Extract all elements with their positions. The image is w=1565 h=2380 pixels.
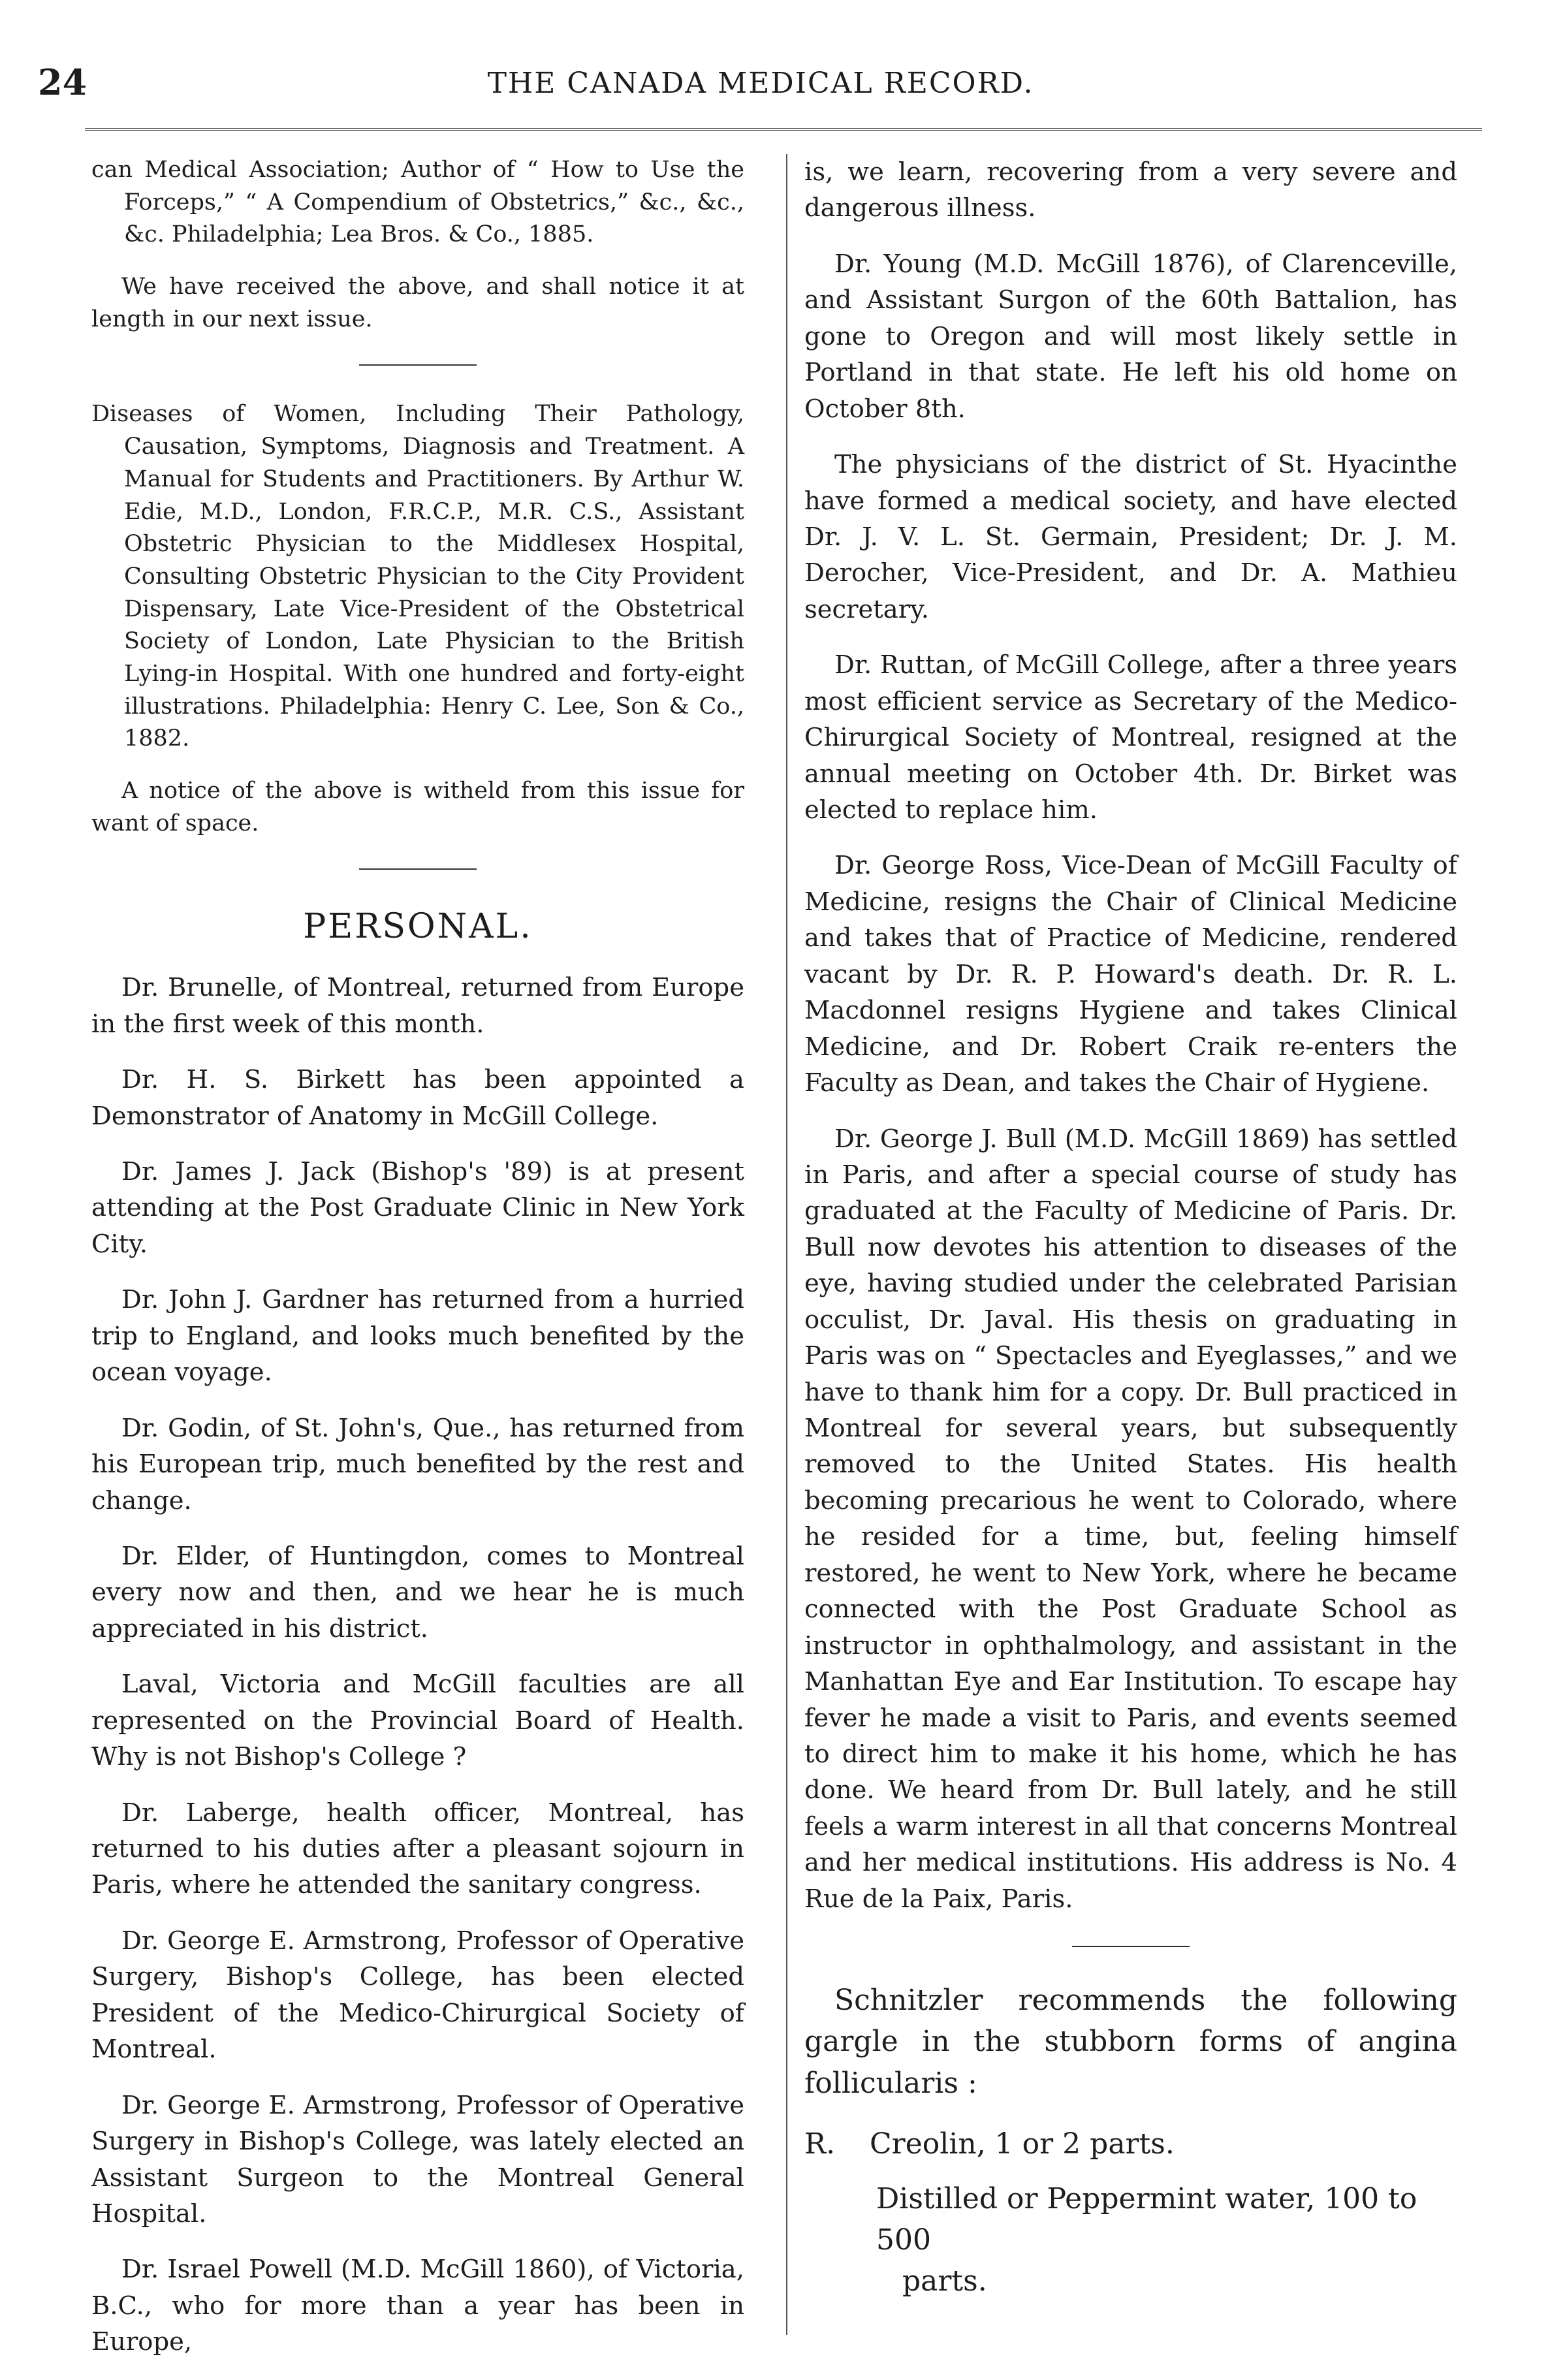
personal-item: Dr. Godin, of St. John's, Que., has returned from his European trip, much benefited by the rest and change.: [91, 1413, 744, 1515]
page-header: [26, 55, 1495, 107]
personal-item: Dr. Ruttan, of McGill College, after a three years most efficient service as Secretary of the Medico-Chirurgical Society of Montreal, resigned at the annual meeting on October 4th. Dr. Birket was elected to replace him.: [804, 650, 1457, 825]
rx-ingredient-cont: parts.: [902, 2264, 987, 2298]
book-notice-diseases-of-women: Diseases of Women, Including Their Pathology, Causation, Symptoms, Diagnosis and Treatment. A Manual for Students and Practitioners. By Arthur W. Edie, M.D., London, F.R.C.P., M.R. C.S., Assistant Obstetric Physician to the Middlesex Hospital, Consulting Obstetric Physician to the City Provident Dispensary, Late Vice-President of the Obstetrical Society of London, Late Physician to the British Lying-in Hospital. With one hundred and forty-eight illustrations. Philadelphia: Henry C. Lee, Son & Co., 1882.: [91, 401, 744, 752]
book-notice-continued: can Medical Association; Author of “ How to Use the Forceps,” “ A Compendium of Obstetrics,” &c., &c., &c. Philadelphia; Lea Bros. & Co., 1885.: [91, 157, 744, 248]
personal-heading: PERSONAL.: [303, 907, 533, 947]
gargle-formula: [804, 1980, 1457, 2302]
personal-item: Dr. Brunelle, of Montreal, returned from Europe in the first week of this month.: [91, 973, 744, 1039]
left-column: [91, 154, 744, 2380]
personal-item: Dr. George E. Armstrong, Professor of Operative Surgery in Bishop's College, was lately elected an Assistant Surgeon to the Montreal General Hospital.: [91, 2090, 744, 2229]
personal-item: Dr. George Ross, Vice-Dean of McGill Faculty of Medicine, resigns the Chair of Clinical Medicine and takes that of Practice of Medicine, rendered vacant by Dr. R. P. Howard's death. Dr. R. L. Macdonnel resigns Hygiene and takes Clinical Medicine, and Dr. Robert Craik re-enters the Faculty as Dean, and takes the Chair of Hygiene.: [804, 851, 1457, 1098]
page-number: 24: [38, 61, 87, 103]
section-divider: [359, 868, 477, 870]
personal-item: Dr. James J. Jack (Bishop's '89) is at present attending at the Post Graduate Clinic in New York City.: [91, 1157, 744, 1259]
personal-item: The physicians of the district of St. Hyacinthe have formed a medical society, and have elected Dr. J. V. L. St. Germain, President; Dr. J. M. Derocher, Vice-President, and Dr. A. Mathieu secretary.: [804, 450, 1457, 624]
running-title: THE CANADA MEDICAL RECORD.: [487, 67, 1034, 100]
right-column: [804, 154, 1457, 2302]
book-notice-withheld: A notice of the above is witheld from this issue for want of space.: [91, 778, 744, 836]
personal-item-continued: is, we learn, recovering from a very severe and dangerous illness.: [804, 157, 1457, 223]
personal-item: Dr. George E. Armstrong, Professor of Operative Surgery, Bishop's College, has been elected President of the Medico-Chirurgical Society of Montreal.: [91, 1926, 744, 2065]
personal-item: Dr. George J. Bull (M.D. McGill 1869) has settled in Paris, and after a special course of study has graduated at the Faculty of Medicine of Paris. Dr. Bull now devotes his attention to diseases of the eye, having studied under the celebrated Parisian occulist, Dr. Javal. His thesis on graduating in Paris was on “ Spectacles and Eyeglasses,” and we have to thank him for a copy. Dr. Bull practiced in Montreal for several years, but subsequently removed to the United States. His health becoming precarious he went to Colorado, where he resided for a time, but, feeling himself restored, he went to New York, where he became connected with the Post Graduate School as instructor in ophthalmology, and assistant in the Manhattan Eye and Ear Institution. To escape hay fever he made a visit to Paris, and events seemed to direct him to make it his home, which he has done. We heard from Dr. Bull lately, and he still feels a warm interest in all that concerns Montreal and her medical institutions. His address is No. 4 Rue de la Paix, Paris.: [804, 1124, 1457, 1914]
personal-item: Dr. Young (M.D. McGill 1876), of Clarenceville, and Assistant Surgon of the 60th Battalion, has gone to Oregon and will most likely settle in Portland in that state. He left his old home on October 8th.: [804, 249, 1457, 424]
rx-ingredient: Creolin, 1 or 2 parts.: [870, 2127, 1175, 2161]
rx-line: [804, 2123, 1457, 2165]
rx-symbol: R.: [804, 2127, 836, 2161]
personal-item: Laval, Victoria and McGill faculties are all represented on the Provincial Board of Health. Why is not Bishop's College ?: [91, 1670, 744, 1772]
personal-item: Dr. H. S. Birkett has been appointed a Demonstrator of Anatomy in McGill College.: [91, 1065, 744, 1131]
personal-item: Dr. John J. Gardner has returned from a hurried trip to England, and looks much benefited by the ocean voyage.: [91, 1285, 744, 1388]
column-divider: [786, 154, 787, 2335]
book-notice-remark: We have received the above, and shall notice it at length in our next issue.: [91, 274, 744, 332]
rx-ingredient: Distilled or Peppermint water, 100 to 500: [876, 2182, 1417, 2257]
section-divider: [359, 364, 477, 366]
personal-item: Dr. Laberge, health officer, Montreal, has returned to his duties after a pleasant sojourn in Paris, where he attended the sanitary congress.: [91, 1798, 744, 1900]
section-divider: [1072, 1946, 1190, 1947]
personal-item: Dr. Israel Powell (M.D. McGill 1860), of Victoria, B.C., who for more than a year has been in Europe,: [91, 2255, 744, 2357]
formula-intro: Schnitzler recommends the following gargle in the stubborn forms of angina follicularis :: [804, 1984, 1457, 2100]
personal-item: Dr. Elder, of Huntingdon, comes to Montreal every now and then, and we hear he is much appreciated in his district.: [91, 1541, 744, 1643]
header-rule: [85, 128, 1482, 131]
